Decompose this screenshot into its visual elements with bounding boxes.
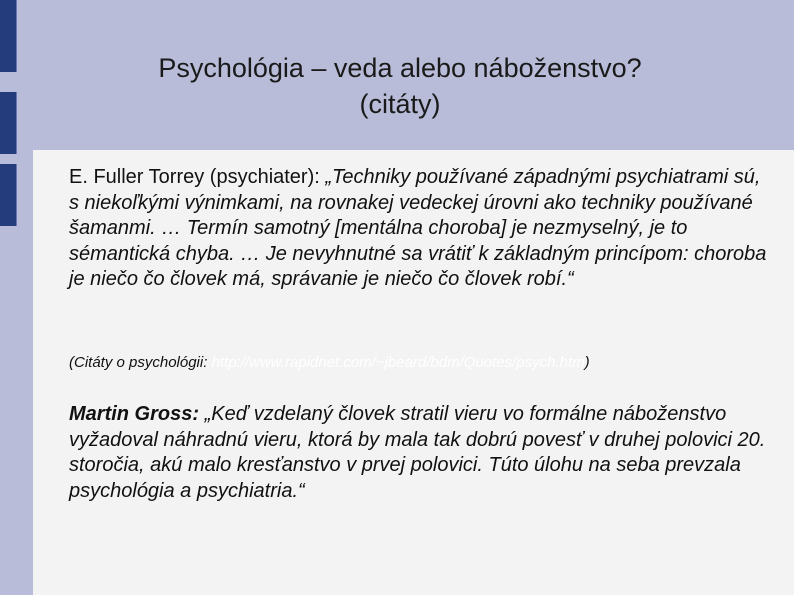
title-line-1: Psychológia – veda alebo náboženstvo? [158,53,642,83]
quote-author: Martin Gross: [69,403,205,425]
quote-text: „Techniky používané západnými psychiatrami sú, s niekoľkými výnimkami, na rovnakej vedeckej úrovni ako techniky používané šamanmi. … Termín samotný [mentálna choroba] je nezmyselný, je to sémantická chyba. … Je nevyhnutné sa vrátiť k základným princípom: choroba je niečo čo človek má, správanie je niečo čo človek robí.“ [69,166,767,291]
title-line-2: (citáty) [359,89,441,119]
citation-prefix: (Citáty o psychológii: [69,354,212,371]
citation-suffix: ) [584,354,590,371]
accent-bar-2 [0,92,17,154]
slide-title [40,50,760,122]
accent-bar-3 [0,164,17,226]
quote-author: E. Fuller Torrey (psychiater): [69,166,326,188]
citation [69,354,789,371]
quote-gross [69,402,769,504]
accent-bar-1 [0,0,17,72]
quote-text: „Keď vzdelaný človek stratil vieru vo formálne náboženstvo vyžadoval náhradnú vieru, ktorá by mala tak dobrú povesť v druhej polovici 20. storočia, akú malo kresťanstvo v prvej polovici. Túto úlohu na seba prevzala psychológia a psychiatria.“ [69,403,766,502]
citation-link[interactable]: http://www.rapidnet.com/~jbeard/bdm/Quotes/psych.htm [211,354,585,371]
quote-torrey [69,165,769,293]
